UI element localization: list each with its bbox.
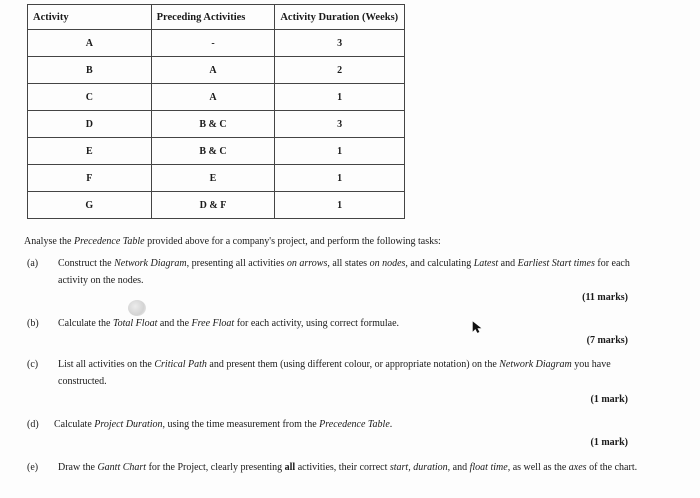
question-text: List all activities on the Critical Path and present them (using different colour, or appropriate notation) on the Network Diagram you have constructed.	[58, 359, 611, 387]
table-row	[28, 84, 405, 111]
header-activity-duration: Activity Duration (Weeks)	[275, 5, 405, 30]
table-row	[28, 111, 405, 138]
cell-duration: 1	[275, 192, 405, 219]
table-row	[28, 138, 405, 165]
header-activity: Activity	[28, 5, 152, 30]
table-row	[28, 30, 405, 57]
marks-a: (11 marks)	[582, 292, 628, 303]
question-label: (b)	[27, 318, 39, 329]
cell-duration: 1	[275, 84, 405, 111]
precedence-table	[27, 4, 405, 219]
marks-b: (7 marks)	[586, 335, 628, 346]
cell-preceding: B & C	[151, 111, 275, 138]
table-row	[28, 165, 405, 192]
question-label: (a)	[27, 258, 39, 269]
cell-preceding: -	[151, 30, 275, 57]
cell-activity: E	[28, 138, 152, 165]
intro-emphasis: Precedence Table	[74, 236, 145, 247]
question-label: (e)	[27, 462, 39, 473]
table-row	[28, 192, 405, 219]
cell-activity: D	[28, 111, 152, 138]
question-label: (d)	[27, 419, 39, 430]
question-text: Calculate Project Duration, using the time measurement from the Precedence Table.	[54, 419, 393, 430]
cell-activity: B	[28, 57, 152, 84]
cell-activity: F	[28, 165, 152, 192]
smudge-mark	[128, 300, 146, 316]
cell-preceding: B & C	[151, 138, 275, 165]
cell-duration: 1	[275, 138, 405, 165]
cell-duration: 2	[275, 57, 405, 84]
cell-preceding: E	[151, 165, 275, 192]
cell-activity: C	[28, 84, 152, 111]
task-intro	[24, 236, 441, 247]
intro-text: Analyse the	[24, 236, 74, 247]
question-text: Draw the Gantt Chart for the Project, clearly presenting all activities, their correct start, duration, and float time, as well as the axes of the chart.	[58, 462, 638, 473]
table-row	[28, 57, 405, 84]
cell-preceding: A	[151, 57, 275, 84]
cell-preceding: D & F	[151, 192, 275, 219]
cell-preceding: A	[151, 84, 275, 111]
cell-activity: A	[28, 30, 152, 57]
intro-text-end: provided above for a company's project, and perform the following tasks:	[144, 236, 441, 247]
table-header-row	[28, 5, 405, 30]
cell-activity: G	[28, 192, 152, 219]
header-preceding-activities: Preceding Activities	[151, 5, 275, 30]
marks-d: (1 mark)	[590, 437, 628, 448]
marks-c: (1 mark)	[590, 394, 628, 405]
question-text: Construct the Network Diagram, presenting all activities on arrows, all states on nodes, and calculating Latest and Earliest Start times for each activity on the nodes.	[58, 258, 630, 286]
mouse-cursor-icon	[472, 321, 482, 333]
question-text: Calculate the Total Float and the Free Float for each activity, using correct formulae.	[58, 318, 400, 329]
cell-duration: 1	[275, 165, 405, 192]
cell-duration: 3	[275, 111, 405, 138]
cell-duration: 3	[275, 30, 405, 57]
question-label: (c)	[27, 359, 39, 370]
